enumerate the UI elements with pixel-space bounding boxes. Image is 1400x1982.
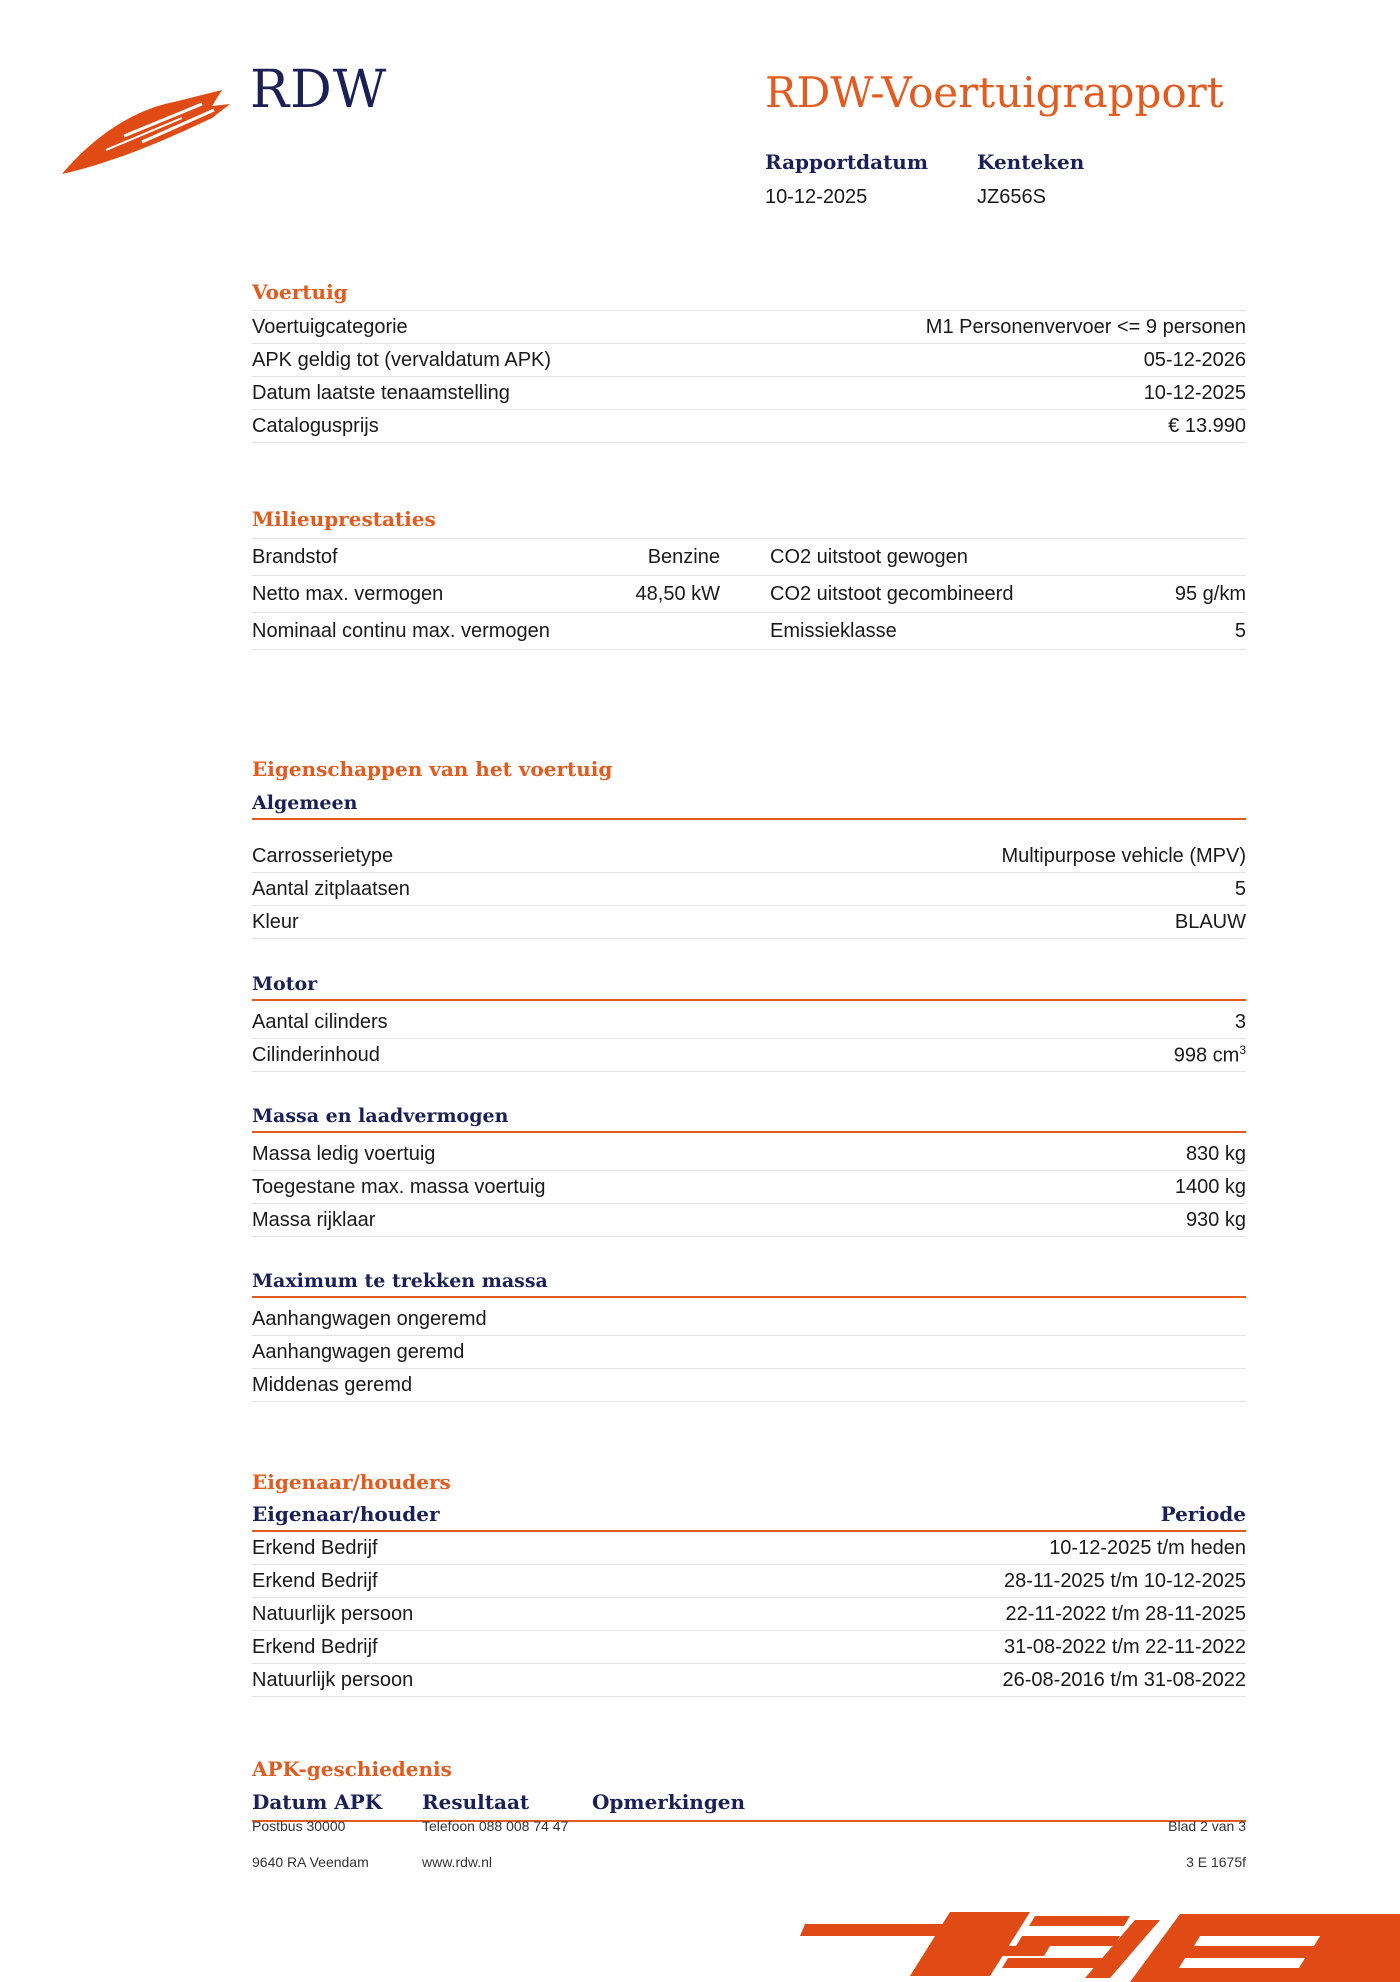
section-title-milieu: Milieuprestaties xyxy=(252,507,436,531)
row-value: Benzine xyxy=(647,545,720,568)
meta-value: JZ656S xyxy=(977,186,1046,208)
row-value: 28-11-2025 t/m 10-12-2025 xyxy=(1003,1569,1246,1592)
row-value: 22-11-2022 t/m 28-11-2025 xyxy=(1005,1602,1246,1625)
row-label: Carrosserietype xyxy=(252,844,394,867)
row-label: Toegestane max. massa voertuig xyxy=(252,1175,546,1198)
section-title-eigenschappen: Eigenschappen van het voertuig xyxy=(252,757,613,781)
row-label: Massa rijklaar xyxy=(252,1208,376,1231)
table-row xyxy=(252,1303,1246,1336)
row-label: Middenas geremd xyxy=(252,1373,413,1396)
meta-label: Rapportdatum xyxy=(765,150,929,174)
column-header: Opmerkingen xyxy=(592,1790,746,1814)
report-title: RDW-Voertuigrapport xyxy=(765,68,1224,117)
eigenaar-table xyxy=(252,1502,1246,1697)
table-row xyxy=(252,1204,1246,1237)
row-label: Cilinderinhoud xyxy=(252,1043,380,1066)
row-value: 3 xyxy=(1234,1010,1246,1033)
row-value: 930 kg xyxy=(1185,1208,1246,1231)
table-row xyxy=(252,613,1246,650)
footer-telefoon: Telefoon 088 008 74 47 xyxy=(422,1818,569,1834)
subsection-title-trekken: Maximum te trekken massa xyxy=(252,1270,1246,1298)
table-row xyxy=(252,1336,1246,1369)
row-value: 10-12-2025 xyxy=(1143,381,1246,404)
table-row xyxy=(252,840,1246,873)
meta-license-plate xyxy=(977,150,1084,209)
row-value: Multipurpose vehicle (MPV) xyxy=(1001,844,1246,867)
table-row xyxy=(252,1631,1246,1664)
algemeen-table xyxy=(252,840,1246,939)
milieu-table xyxy=(252,538,1246,650)
row-value: € 13.990 xyxy=(1168,414,1246,437)
row-label: Erkend Bedrijf xyxy=(252,1569,378,1592)
footer-address: 9640 RA Veendam xyxy=(252,1854,369,1870)
row-value: 5 xyxy=(1234,877,1246,900)
row-value xyxy=(1174,1043,1246,1068)
table-row xyxy=(252,906,1246,939)
column-header: Periode xyxy=(1160,1502,1246,1526)
table-row xyxy=(252,1598,1246,1631)
table-row xyxy=(252,377,1246,410)
table-row xyxy=(252,344,1246,377)
row-label: Datum laatste tenaamstelling xyxy=(252,381,510,404)
row-label: CO2 uitstoot gecombineerd xyxy=(770,582,1014,605)
subsection-title-algemeen: Algemeen xyxy=(252,792,1246,820)
table-row xyxy=(252,1369,1246,1402)
row-value: 26-08-2016 t/m 31-08-2022 xyxy=(1002,1668,1246,1691)
row-value: 05-12-2026 xyxy=(1143,348,1246,371)
table-row xyxy=(252,873,1246,906)
table-row xyxy=(252,1532,1246,1565)
table-row xyxy=(252,410,1246,443)
rdw-feather-logo-icon xyxy=(62,88,237,178)
rdw-footer-stripes-icon xyxy=(800,1906,1400,1982)
row-label: Brandstof xyxy=(252,545,338,568)
row-value: 95 g/km xyxy=(1174,582,1246,605)
row-label: Aanhangwagen ongeremd xyxy=(252,1307,487,1330)
column-header: Resultaat xyxy=(422,1790,530,1814)
row-label: APK geldig tot (vervaldatum APK) xyxy=(252,348,552,371)
section-title-voertuig: Voertuig xyxy=(252,280,348,304)
subsection-title-motor: Motor xyxy=(252,973,1246,1001)
row-label: Aantal cilinders xyxy=(252,1010,388,1033)
row-label: Nominaal continu max. vermogen xyxy=(252,619,550,642)
table-row xyxy=(252,1039,1246,1072)
motor-table xyxy=(252,1006,1246,1072)
table-row xyxy=(252,1138,1246,1171)
footer-website: www.rdw.nl xyxy=(422,1854,493,1870)
row-label: Aantal zitplaatsen xyxy=(252,877,410,900)
footer-page-number: Blad 2 van 3 xyxy=(1168,1818,1246,1834)
table-header xyxy=(252,1502,1246,1532)
row-value: BLAUW xyxy=(1174,910,1246,933)
row-label: Massa ledig voertuig xyxy=(252,1142,436,1165)
row-label: Erkend Bedrijf xyxy=(252,1536,378,1559)
column-header: Eigenaar/houder xyxy=(252,1502,440,1526)
row-label: Netto max. vermogen xyxy=(252,582,444,605)
footer-document-code: 3 E 1675f xyxy=(1186,1854,1246,1870)
table-row xyxy=(252,311,1246,344)
row-value: 5 xyxy=(1234,619,1246,642)
apk-table-header xyxy=(252,1790,1246,1822)
table-row xyxy=(252,1565,1246,1598)
table-row xyxy=(252,539,1246,576)
row-label: CO2 uitstoot gewogen xyxy=(770,545,968,568)
row-label: Emissieklasse xyxy=(770,619,897,642)
table-row xyxy=(252,1171,1246,1204)
voertuig-table xyxy=(252,310,1246,443)
table-row xyxy=(252,576,1246,613)
column-header: Datum APK xyxy=(252,1790,383,1814)
row-value: 31-08-2022 t/m 22-11-2022 xyxy=(1003,1635,1246,1658)
row-label: Kleur xyxy=(252,910,299,933)
brand-name: RDW xyxy=(250,60,388,120)
meta-report-date xyxy=(765,150,928,209)
value-text: 998 cm xyxy=(1173,1044,1240,1067)
row-label: Natuurlijk persoon xyxy=(252,1602,414,1625)
section-title-apk: APK-geschiedenis xyxy=(252,1757,452,1781)
row-label: Voertuigcategorie xyxy=(252,315,408,338)
row-value: M1 Personenvervoer <= 9 personen xyxy=(925,315,1246,338)
section-title-eigenaar: Eigenaar/houders xyxy=(252,1470,451,1494)
row-label: Aanhangwagen geremd xyxy=(252,1340,465,1363)
row-value: 1400 kg xyxy=(1174,1175,1246,1198)
table-row xyxy=(252,1006,1246,1039)
row-label: Catalogusprijs xyxy=(252,414,379,437)
footer-postbus: Postbus 30000 xyxy=(252,1818,346,1834)
row-label: Natuurlijk persoon xyxy=(252,1668,414,1691)
row-value: 830 kg xyxy=(1185,1142,1246,1165)
row-value: 48,50 kW xyxy=(635,582,720,605)
row-label: Erkend Bedrijf xyxy=(252,1635,378,1658)
unit-superscript: 3 xyxy=(1239,1042,1246,1057)
massa-table xyxy=(252,1138,1246,1237)
meta-value: 10-12-2025 xyxy=(765,186,868,208)
trekken-table xyxy=(252,1303,1246,1402)
table-row xyxy=(252,1664,1246,1697)
subsection-title-massa: Massa en laadvermogen xyxy=(252,1105,1246,1133)
row-value: 10-12-2025 t/m heden xyxy=(1049,1536,1246,1559)
meta-label: Kenteken xyxy=(977,150,1085,174)
